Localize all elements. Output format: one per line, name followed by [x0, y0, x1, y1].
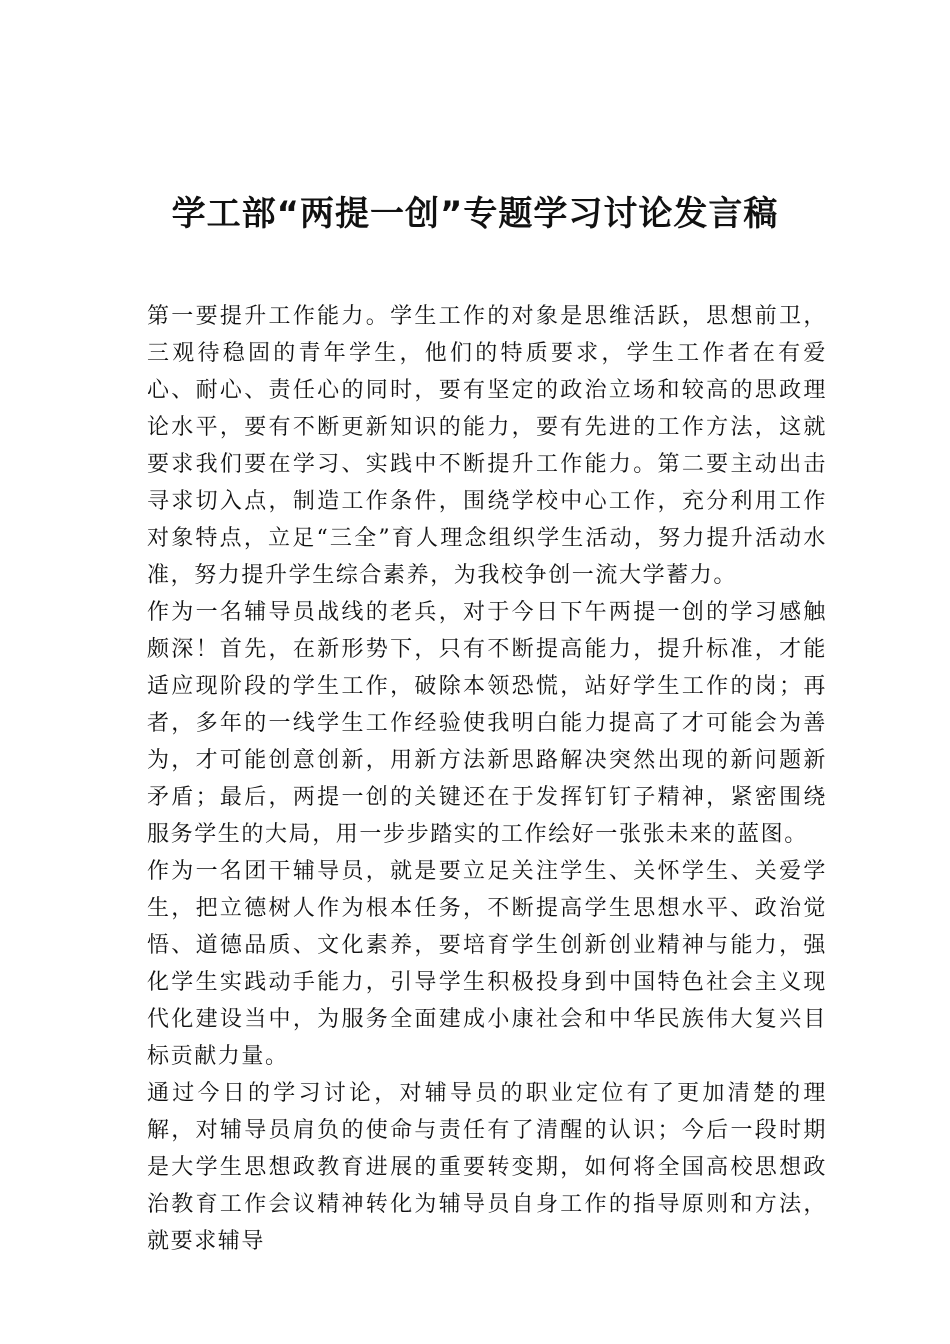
paragraph-2: 作为一名辅导员战线的老兵，对于今日下午两提一创的学习感触颇深！首先，在新形势下，只有不断提高能力，提升标准，才能适应现阶段的学生工作，破除本领恐慌，站好学生工作的岗；再者，多年的一线学生工作经验使我明白能力提高了才可能会为善为，才可能创意创新，用新方法新思路解决突然出现的新问题新矛盾；最后，两提一创的关键还在于发挥钉钉子精神，紧密围绕服务学生的大局，用一步步踏实的工作绘好一张张未来的蓝图。 — [147, 600, 827, 847]
paragraph-3: 作为一名团干辅导员，就是要立足关注学生、关怀学生、关爱学生，把立德树人作为根本任务，不断提高学生思想水平、政治觉悟、道德品质、文化素养，要培育学生创新创业精神与能力，强化学生实践动手能力，引导学生积极投身到中国特色社会主义现代化建设当中，为服务全面建成小康社会和中华民族伟大复兴目标贡献力量。 — [147, 859, 827, 1069]
paragraph-1: 第一要提升工作能力。学生工作的对象是思维活跃，思想前卫，三观待稳固的青年学生，他们的特质要求，学生工作者在有爱心、耐心、责任心的同时，要有坚定的政治立场和较高的思政理论水平，要有不断更新知识的能力，要有先进的工作方法，这就要求我们要在学习、实践中不断提升工作能力。第二要主动出击寻求切入点，制造工作条件，围绕学校中心工作，充分利用工作对象特点，立足“三全”育人理念组织学生活动，努力提升活动水准，努力提升学生综合素养，为我校争创一流大学蓄力。 — [147, 304, 827, 588]
document-title: 学工部“两提一创”专题学习讨论发言稿 — [171, 194, 779, 234]
document-body — [147, 298, 827, 1260]
paragraph-4: 通过今日的学习讨论，对辅导员的职业定位有了更加清楚的理解，对辅导员肩负的使命与责任有了清醒的认识；今后一段时期是大学生思想政教育进展的重要转变期，如何将全国高校思想政治教育工作会议精神转化为辅导员自身工作的指导原则和方法，就要求辅导 — [147, 1081, 827, 1254]
